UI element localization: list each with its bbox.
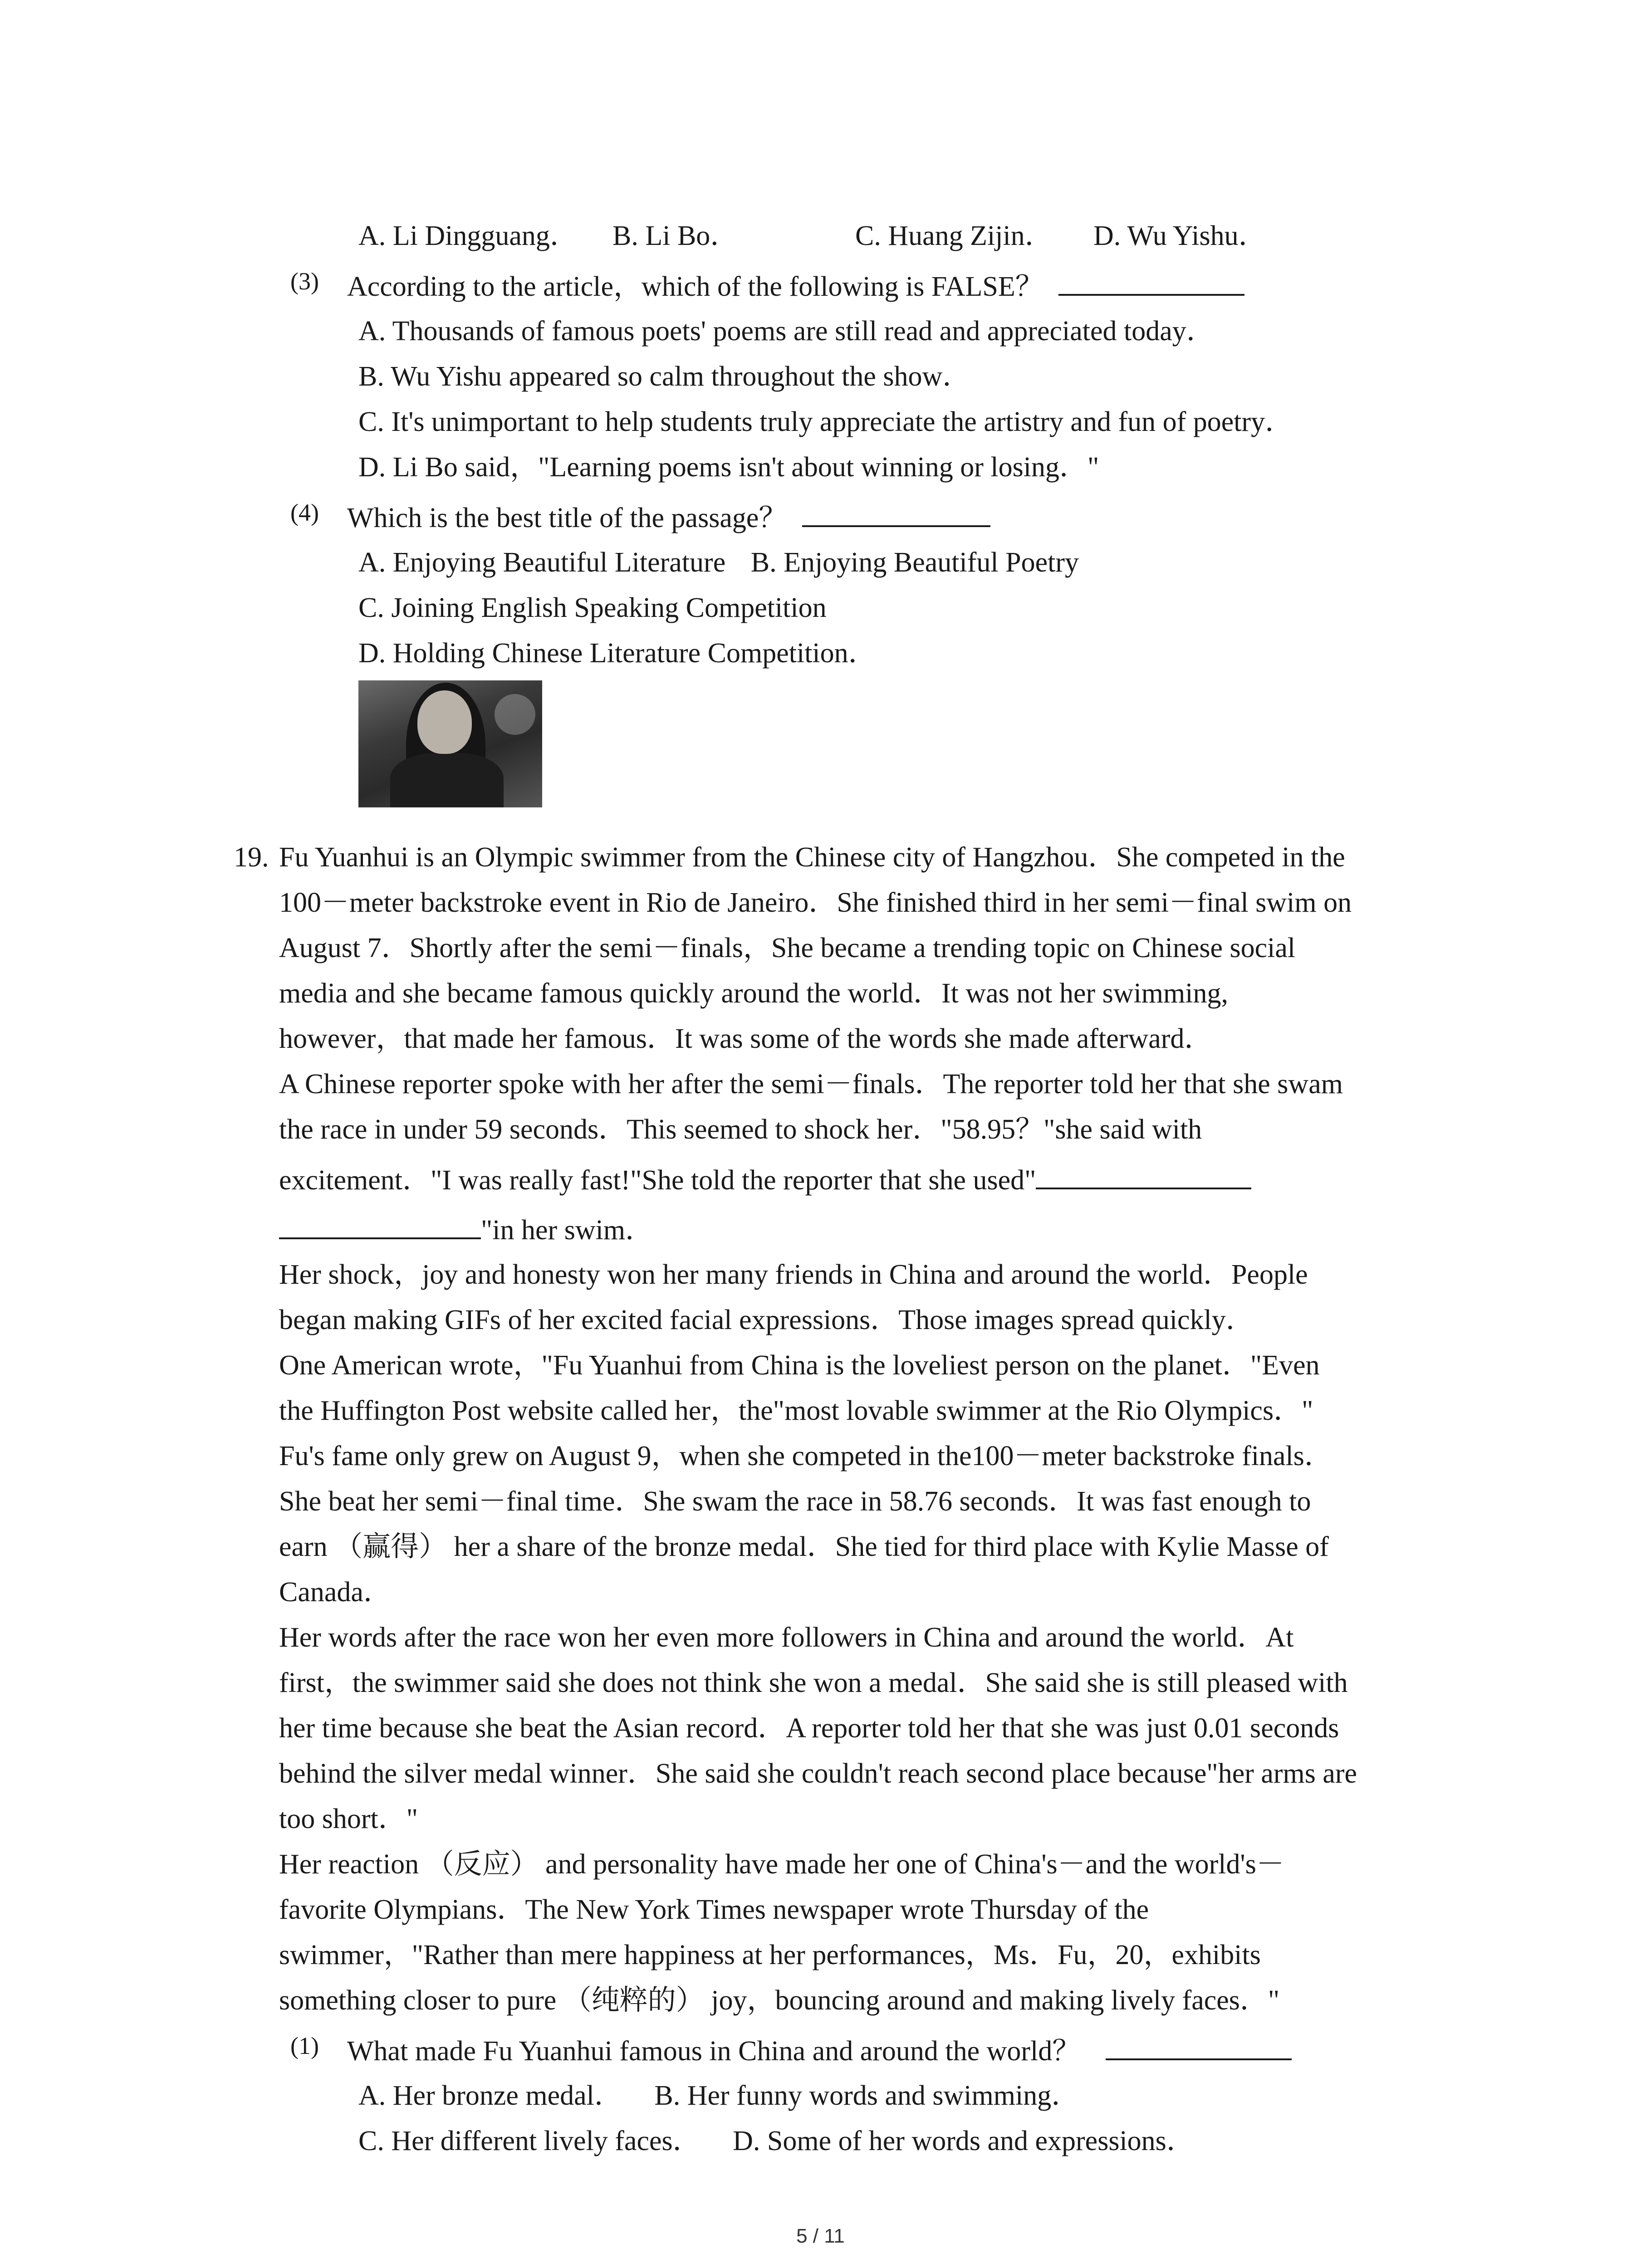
- q19-fill-blank-part1[interactable]: [1036, 1161, 1251, 1189]
- q19-line-4: media and she became famous quickly around the world．It was not her swimming,: [279, 978, 1228, 1009]
- q19-line-12: Fu's fame only grew on August 9，when she competed in the100－meter backstroke finals．: [279, 1441, 1332, 1471]
- q18-3-option-d[interactable]: D. Li Bo said，"Learning poems isn't about winning or losing．": [358, 452, 1099, 483]
- q18-4-stem: [347, 499, 990, 536]
- q19-fill-blank-part2[interactable]: [279, 1211, 481, 1239]
- q19-line-blank-a-text: excitement．"I was really fast!"She told the reporter that she used": [279, 1165, 1036, 1196]
- photo-face: [417, 690, 472, 754]
- q19-line-22: favorite Olympians．The New York Times newspaper wrote Thursday of the: [279, 1894, 1149, 1925]
- q18-3-option-b[interactable]: B. Wu Yishu appeared so calm throughout the show．: [358, 361, 971, 392]
- q18-3-stem-text: According to the article，which of the following is FALSE？: [347, 271, 1043, 302]
- q18-3-option-a[interactable]: A. Thousands of famous poets' poems are still read and appreciated today．: [358, 316, 1215, 347]
- q19-line-1: Fu Yuanhui is an Olympic swimmer from the Chinese city of Hangzhou．She competed in the: [279, 842, 1345, 873]
- q18-3-stem: [347, 268, 1244, 305]
- photo-body: [390, 753, 504, 807]
- q19-line-24: something closer to pure （纯粹的） joy，bouncing around and making lively faces．": [279, 1985, 1280, 2016]
- q19-line-9: began making GIFs of her excited facial expressions．Those images spread quickly．: [279, 1305, 1254, 1335]
- q18-4-answer-blank[interactable]: [802, 499, 990, 527]
- q19-line-20: too short．": [279, 1804, 418, 1834]
- q18-2-option-a[interactable]: A. Li Dingguang．: [358, 220, 578, 251]
- girl-portrait-photo: [358, 680, 542, 807]
- q19-line-8: Her shock，joy and honesty won her many friends in China and around the world．People: [279, 1259, 1308, 1290]
- q19-1-number: (1): [290, 2032, 319, 2059]
- q19-line-10: One American wrote，"Fu Yuanhui from China is the loveliest person on the planet．"Even: [279, 1350, 1320, 1381]
- page-number: 5 / 11: [796, 2225, 845, 2247]
- q19-line-18: her time because she beat the Asian record．A reporter told her that she was just 0.01 seconds: [279, 1713, 1339, 1744]
- q19-line-14: earn （赢得） her a share of the bronze medal．She tied for third place with Kylie Masse of: [279, 1531, 1329, 1562]
- q18-4-number: (4): [290, 499, 319, 526]
- q19-line-23: swimmer，"Rather than mere happiness at her performances，Ms．Fu，20，exhibits: [279, 1940, 1261, 1970]
- q18-4-option-b[interactable]: B. Enjoying Beautiful Poetry: [750, 547, 1079, 578]
- q19-1-stem-text: What made Fu Yuanhui famous in China and around the world？: [347, 2036, 1081, 2067]
- q18-4-option-c[interactable]: C. Joining English Speaking Competition: [358, 592, 827, 623]
- q19-line-17: first，the swimmer said she does not think she won a medal．She said she is still pleased with: [279, 1667, 1348, 1698]
- q19-1-stem: [347, 2032, 1292, 2069]
- q18-3-number: (3): [290, 268, 319, 295]
- q19-1-options-row-2: [358, 2123, 1195, 2159]
- q19-1-option-a[interactable]: A. Her bronze medal．: [358, 2080, 622, 2111]
- q19-line-11: the Huffington Post website called her，the"most lovable swimmer at the Rio Olympics．": [279, 1395, 1313, 1426]
- q19-line-2: 100－meter backstroke event in Rio de Janeiro．She finished third in her semi－final swim on: [279, 887, 1352, 918]
- q18-2-option-b[interactable]: B. Li Bo．: [612, 220, 739, 251]
- q18-2-option-d[interactable]: D. Wu Yishu．: [1093, 220, 1267, 251]
- q19-line-blank-a: [279, 1161, 1251, 1198]
- q19-line-blank-b: [279, 1211, 653, 1248]
- q19-line-21: Her reaction （反应） and personality have made her one of China's－and the world's－: [279, 1849, 1284, 1880]
- q19-line-16: Her words after the race won her even more followers in China and around the world．At: [279, 1622, 1294, 1653]
- q19-line-blank-b-text: "in her swim．: [481, 1215, 654, 1246]
- q19-1-answer-blank[interactable]: [1106, 2032, 1292, 2060]
- q19-line-5: however，that made her famous．It was some of the words she made afterward．: [279, 1023, 1213, 1054]
- photo-light-spot: [495, 694, 535, 735]
- q18-4-stem-text: Which is the best title of the passage？: [347, 503, 787, 533]
- q19-number: 19.: [234, 842, 269, 873]
- q18-4-options-row-1: [358, 544, 1079, 581]
- q19-line-6: A Chinese reporter spoke with her after the semi－finals．The reporter told her that she swam: [279, 1069, 1343, 1100]
- q19-1-option-b[interactable]: B. Her funny words and swimming．: [654, 2080, 1080, 2111]
- q19-line-19: behind the silver medal winner．She said she couldn't reach second place because"her arms are: [279, 1758, 1357, 1789]
- q19-1-option-d[interactable]: D. Some of her words and expressions．: [733, 2126, 1195, 2156]
- q19-line-15: Canada．: [279, 1577, 392, 1608]
- q19-line-3: August 7．Shortly after the semi－finals，She became a trending topic on Chinese social: [279, 933, 1296, 963]
- q18-4-option-a[interactable]: A. Enjoying Beautiful Literature: [358, 547, 726, 578]
- q19-1-options-row-1: [358, 2077, 1079, 2114]
- q19-line-13: She beat her semi－final time．She swam the race in 58.76 seconds．It was fast enough to: [279, 1486, 1311, 1517]
- q19-line-7: the race in under 59 seconds．This seemed to shock her．"58.95？"she said with: [279, 1114, 1202, 1145]
- q19-1-option-c[interactable]: C. Her different lively faces．: [358, 2126, 701, 2156]
- q18-3-answer-blank[interactable]: [1058, 268, 1244, 296]
- q18-4-option-d[interactable]: D. Holding Chinese Literature Competition．: [358, 638, 877, 669]
- q18-3-option-c[interactable]: C. It's unimportant to help students truly appreciate the artistry and fun of poetry．: [358, 406, 1293, 437]
- q18-2-option-c[interactable]: C. Huang Zijin．: [855, 220, 1053, 251]
